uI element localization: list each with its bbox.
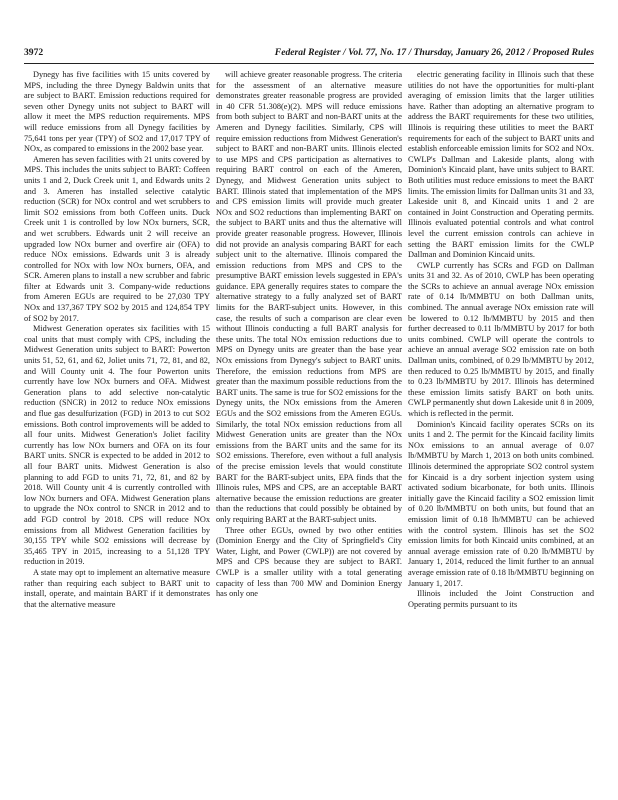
paragraph: will achieve greater reasonable progress. The criteria for the assessment of an alternative measure demonstrates greater reasonable progress are provided in 40 CFR 51.308(e)(2). MPS will reduce emissions from both subject to BART and non-BART units at the Ameren and Dynegy facilities. Similarly, CPS will require emission reductions from Midwest Generation's subject to BART and non-BART units. Illinois elected to use MPS and CPS participation as alternatives to requiring BART control on each of the Ameren, Dynegy, and Midwest Generation units subject to BART. Illinois stated that implementation of the MPS and CPS emission limits will provide much greater NOx and SO2 reductions than implementing BART on the subject to BART units and thus the alternative will provide greater reasonable progress. However, Illinois did not provide an analysis comparing BART for each subject unit to the alternative. Illinois compared the emission reductions from MPS and CPS to the presumptive BART emission levels suggested in EPA's guidance. EPA generally requires states to compare the alternative strategy to a fully analyzed set of BART limits for the BART-subject units. However, in this case, the results of such a comparison are clear even without Illinois conducting a full BART analysis for these units. The total NOx emission reductions due to MPS on Dynegy units are greater than the base year NOx emissions from Dynegy's subject to BART units. Therefore, the emission reductions from MPS are greater than the maximum possible reductions from the BART units. The same is true for SO2 emissions for the Dynegy units, the NOx emissions from the Ameren EGUs and the SO2 emissions from the Ameren EGUs. Similarly, the total NOx emission reductions from all Midwest Generation units are greater than the NOx emissions from the BART units and the same for its SO2 emissions. Therefore, even without a full analysis of the precise emission levels that would constitute BART for the BART-subject units, EPA finds that the Illinois rules, MPS and CPS, are an acceptable BART alternative because the emission reductions are greater than the reductions that could possibly be obtained by only requiring BART at the BART-subject units. [216, 70, 402, 524]
page-header [24, 47, 594, 61]
paragraph: A state may opt to implement an alternative measure rather than requiring each subject to BART unit to install, operate, and maintain BART if it demonstrates that the alternative measure [24, 567, 210, 609]
text-column-1 [24, 70, 210, 792]
header-rule [24, 63, 594, 64]
paragraph: electric generating facility in Illinois such that these utilities do not have the opportunities for multi-plant averaging of emission limits that the larger utilities have. Rather than adopting an alternative program to address the BART requirements for these two utilities, Illinois is requiring these utilities to meet the BART requirements for each of the subject to BART units and establish enforceable emission limits for SO2 and NOx. CWLP's Dallman and Lakeside plants, along with Dominion's Kincaid plant, have units subject to BART. Both utilities must reduce emissions to meet the BART limits. The emission limits for Dallman units 31 and 33, Lakeside unit 8, and Kincaid units 1 and 2 are contained in Joint Construction and Operating permits. Illinois evaluated potential controls and what control level the current emission controls can achieve in setting the BART emission limits for the CWLP Dallman and Dominion Kincaid units. [408, 70, 594, 260]
page-number: 3972 [24, 47, 44, 58]
paragraph: Three other EGUs, owned by two other entities (Dominion Energy and the City of Springfield's City Water, Light, and Power (CWLP)) are not covered by MPS and CPS because they are subject to BART. CWLP is a smaller utility with a total generating capacity of less than 700 MW and Dominion Energy has only one [216, 525, 402, 599]
text-column-3 [408, 70, 594, 792]
paragraph: Illinois included the Joint Construction and Operating permits pursuant to its [408, 589, 594, 609]
paragraph: Ameren has seven facilities with 21 units covered by MPS. This includes the units subject to BART: Coffeen units 1 and 2, Duck Creek unit 1, and Edwards units 2 and 3. Ameren has installed selective catalytic reduction (SCR) for NOx control and wet scrubbers to limit SO2 emissions from both Coffeen units. Duck Creek unit 1 is controlled by low NOx burners, SCR, and wet scrubbers. Edwards unit 2 will receive an upgraded low NOx burner and overfire air (OFA) to reduce NOx emissions. Edwards unit 3 is already controlled for NOx with low NOx burners, OFA, and SCR. Ameren plans to install a new scrubber and fabric filter at Edwards unit 3. Company-wide reductions from Ameren EGUs are required to be 27,030 TPY NOx and 137,367 TPY SO2 by 2015 and 124,854 TPY of SO2 by 2017. [24, 154, 210, 323]
paragraph: Dominion's Kincaid facility operates SCRs on its units 1 and 2. The permit for the Kincaid facility limits NOx emissions to an annual average of 0.07 lb/MMBTU by March 1, 2013 on both units combined. Illinois determined the appropriate SO2 control system for Kincaid is a dry sorbent injection system using activated sodium bicarbonate, for both units. Illinois initially gave the Kincaid facility a SO2 emission limit of 0.20 lb/MMBTU on both units, but found that an emission limit of 0.18 lb/MMBTU can be achieved with the control system. Illinois has set the SO2 emission limits for both Kincaid units combined, at an annual average emission rate of 0.20 lb/MMBTU by January 1, 2014, reduced the limit further to an annual average emission rate of 0.18 lb/MMBTU beginning on January 1, 2017. [408, 419, 594, 588]
paragraph: Dynegy has five facilities with 15 units covered by MPS, including the three Dynegy Baldwin units that are subject to BART. Emission reductions required for seven other Dynegy units not subject to BART will allow it meet the MPS reduction requirements. MPS will reduce emissions from all Dynegy facilities by 75,641 tons per year (TPY) of SO2 and 17,017 TPY of NOx, as compared to emissions in the 2002 base year. [24, 70, 210, 154]
text-column-2 [216, 70, 402, 792]
paragraph: Midwest Generation operates six facilities with 15 coal units that must comply with CPS, including the Midwest Generation units subject to BART: Powerton units 51, 52, 61, and 62, Joliet units 71, 72, 81, and 82, and Will County unit 4. The four Powerton units currently have low NOx burners and OFA. Midwest Generation plans to add selective non-catalytic reduction (SNCR) in 2012 to reduce NOx emissions and flue gas desulfurization (FGD) in 2013 to cut SO2 emissions. Both control improvements will be added to all four units. Midwest Generation's Joliet facility currently has low NOx burners and OFA on its four BART units. SNCR is expected to be added in 2012 to all four BART units. Midwest Generation is also planning to add FGD to units 71, 72, 81, and 82 by 2018. Will County unit 4 is currently controlled with low NOx burners and OFA. Midwest Generation plans to upgrade the NOx control to SNCR in 2012 and to add FGD control by 2018. CPS will reduce NOx emissions from all Midwest Generation facilities by 30,155 TPY while SO2 emissions will decrease by 35,465 TPY in 2015, increasing to a 51,128 TPY reduction in 2019. [24, 324, 210, 567]
paragraph: CWLP currently has SCRs and FGD on Dallman units 31 and 32. As of 2010, CWLP has been operating the SCRs to achieve an annual average NOx emission rate of 0.14 lb/MMBTU on both Dallman units, combined. The annual average NOx emission rate will be lowered to 0.12 lb/MMBTU by 2015 and then further decreased to 0.11 lb/MMBTU by 2017 for both units combined. CWLP will operate the controls to achieve an annual average SO2 emission rate on both Dallman units, combined, of 0.29 lb/MMBTU by 2012, then reduced to 0.25 lb/MMBTU by 2015, and finally to 0.23 lb/MMBTU by 2017. Illinois has determined these emission limits satisfy BART on both units. CWLP permanently shut down Lakeside unit 8 in 2009, which is reflected in the permit. [408, 260, 594, 418]
publication-title: Federal Register / Vol. 77, No. 17 / Thursday, January 26, 2012 / Proposed Rules [274, 47, 594, 58]
